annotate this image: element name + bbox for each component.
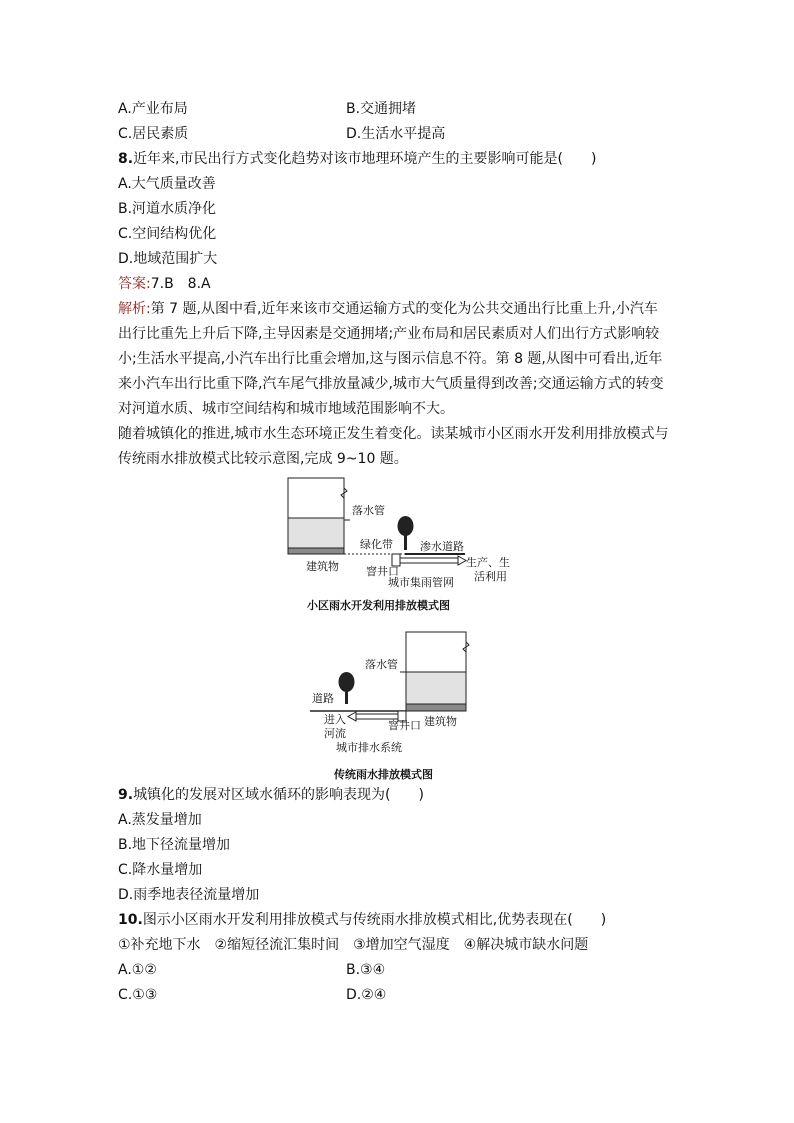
q7-option-b: B.交通拥堵	[346, 101, 417, 117]
analysis-text-1: 第 7 题,从图中看,近年来该市交通运输方式的变化为公共交通出行比重上升,小汽车	[150, 301, 658, 317]
river-label: 河流	[324, 727, 346, 740]
permeable-road-label: 渗水道路	[420, 540, 464, 553]
downpipe-label-1: 落水管	[352, 504, 385, 517]
figure2-caption: 传统雨水排放模式图	[334, 768, 433, 781]
q9-option-c: C.降水量增加	[118, 862, 203, 878]
road-label: 道路	[312, 692, 334, 705]
pipe-arrow-2	[348, 712, 356, 721]
downpipe-label-2: 落水管	[365, 658, 398, 671]
q8-stem	[118, 149, 596, 169]
q9-stem	[118, 785, 424, 805]
q10-items: ①补充地下水 ②缩短径流汇集时间 ③增加空气湿度 ④解决城市缺水问题	[118, 937, 589, 953]
building-2-upper	[406, 632, 466, 672]
figure1-caption: 小区雨水开发利用排放模式图	[307, 599, 450, 612]
pipe-network-1	[396, 558, 458, 563]
q10-option-d: D.②④	[346, 987, 387, 1003]
greenbelt-label: 绿化带	[360, 538, 393, 551]
q9-number: 9.	[118, 787, 134, 803]
analysis-line-5: 对河道水质、城市空间结构和城市地域范围影响不大。	[118, 401, 454, 417]
answer-text: 7.B 8.A	[150, 276, 211, 292]
analysis-line-4: 来小汽车出行比重下降,汽车尾气排放量减少,城市大气质量得到改善;交通运输方式的转变	[118, 376, 664, 392]
analysis-label: 解析:	[118, 301, 151, 317]
q10-option-row-1	[118, 960, 386, 980]
living-label: 活利用	[474, 570, 507, 583]
pipe-network-label: 城市集雨管网	[388, 576, 454, 588]
enter-label: 进入	[324, 713, 346, 726]
building-label-1: 建筑物	[306, 560, 339, 573]
analysis-line-1	[118, 299, 658, 319]
tree-2-crown	[339, 672, 355, 692]
intro-line-2: 传统雨水排放模式比较示意图,完成 9~10 题。	[118, 451, 408, 467]
manhole-label-2: 窨井口	[388, 719, 421, 732]
answer-label: 答案:	[118, 276, 151, 292]
building-label-2: 建筑物	[424, 715, 457, 728]
q8-option-d: D.地域范围扩大	[118, 251, 218, 267]
production-label: 生产、生	[466, 556, 510, 569]
q8-option-c: C.空间结构优化	[118, 226, 217, 242]
pipe-arrow-1	[458, 556, 466, 565]
building-2-lower	[406, 672, 466, 704]
building-1-upper	[288, 478, 344, 518]
building-1-base	[288, 548, 344, 554]
analysis-line-3: 小;生活水平提高,小汽车出行比重会增加,这与图示信息不符。第 8 题,从图中可看出,近年	[118, 351, 663, 367]
q10-option-b: B.③④	[346, 962, 386, 978]
q8-number: 8.	[118, 151, 134, 167]
q10-stem	[118, 910, 606, 930]
manhole-label-1: 窨井口	[366, 565, 399, 578]
tree-1-crown	[398, 516, 414, 536]
figure-community-rainwater	[280, 474, 540, 588]
q8-option-b: B.河道水质净化	[118, 201, 217, 217]
q9-option-a: A.蒸发量增加	[118, 812, 202, 828]
q7-option-a: A.产业布局	[118, 101, 188, 117]
q8-option-a: A.大气质量改善	[118, 176, 216, 192]
building-1-lower	[288, 518, 344, 548]
intro-line-1: 随着城镇化的推进,城市水生态环境正发生着变化。读某城市小区雨水开发利用排放模式与	[118, 426, 669, 442]
q8-stem-text: 近年来,市民出行方式变化趋势对该市地理环境产生的主要影响可能是( )	[133, 151, 597, 167]
building-2-base	[406, 704, 466, 711]
answer-line	[118, 274, 211, 294]
q10-option-a: A.①②	[118, 962, 157, 978]
q7-option-row-2	[118, 124, 446, 144]
q10-number: 10.	[118, 912, 143, 928]
q9-option-d: D.雨季地表径流量增加	[118, 887, 260, 903]
q7-option-c: C.居民素质	[118, 126, 189, 142]
analysis-line-2: 出行比重先上升后下降,主导因素是交通拥堵;产业布局和居民素质对人们出行方式影响较	[118, 326, 660, 342]
drainage-label: 城市排水系统	[336, 741, 402, 754]
q10-stem-text: 图示小区雨水开发利用排放模式与传统雨水排放模式相比,优势表现在( )	[142, 912, 607, 928]
q10-option-row-2	[118, 985, 387, 1005]
q9-stem-text: 城镇化的发展对区域水循环的影响表现为( )	[133, 787, 424, 803]
q9-option-b: B.地下径流量增加	[118, 837, 231, 853]
q10-option-c: C.①③	[118, 987, 158, 1003]
q7-option-row-1	[118, 99, 417, 119]
q7-option-d: D.生活水平提高	[346, 126, 446, 142]
figure-traditional-rainwater	[300, 626, 480, 756]
